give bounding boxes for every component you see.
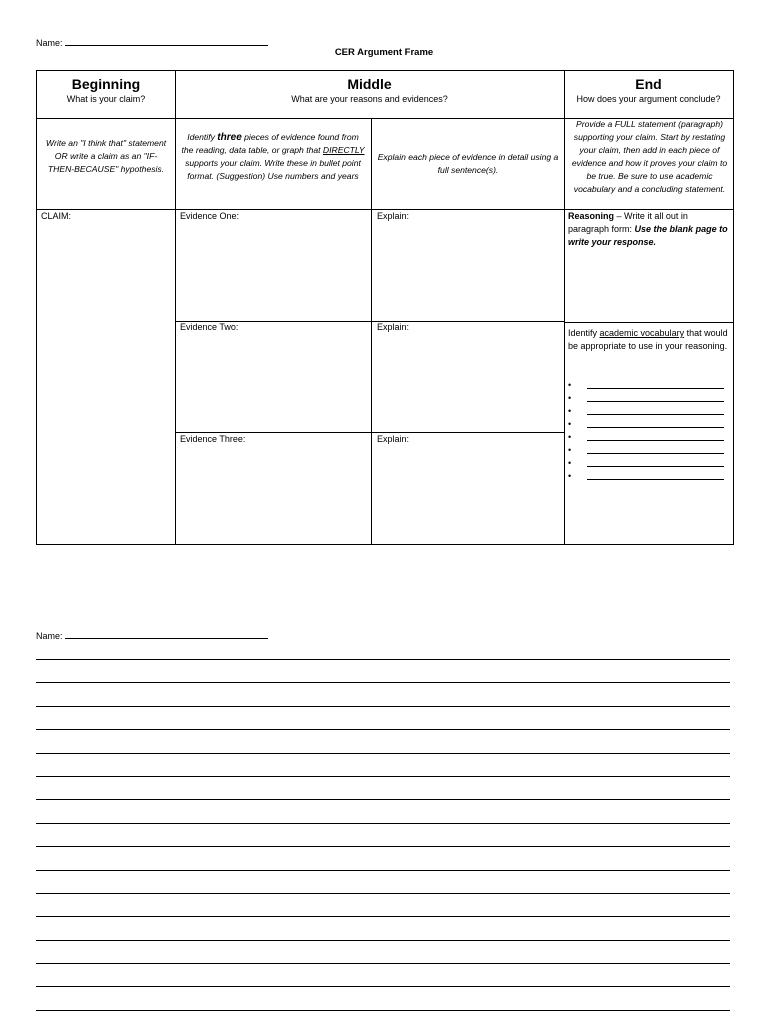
writing-line[interactable] xyxy=(36,894,730,917)
vocabulary-item[interactable] xyxy=(568,444,728,457)
writing-line[interactable] xyxy=(36,754,730,777)
blank-line[interactable] xyxy=(587,479,724,480)
blank-line[interactable] xyxy=(587,388,724,389)
vocabulary-text: Identify xyxy=(568,328,600,338)
blank-line[interactable] xyxy=(587,414,724,415)
vocabulary-item[interactable] xyxy=(568,418,728,431)
reasoning-instruction xyxy=(568,210,730,249)
middle-header xyxy=(175,76,564,104)
writing-line[interactable] xyxy=(36,730,730,753)
evidence-instruction-text: pieces of evidence found from the reading, data table, or graph that xyxy=(181,132,359,155)
beginning-title: Beginning xyxy=(71,76,141,92)
writing-line[interactable] xyxy=(36,707,730,730)
blank-line[interactable] xyxy=(587,427,724,428)
end-header xyxy=(564,76,733,104)
vocabulary-item[interactable] xyxy=(568,392,728,405)
cer-table xyxy=(36,70,734,545)
bullet-icon: • xyxy=(568,458,572,468)
name-field-page-two[interactable] xyxy=(36,630,268,641)
bullet-icon: • xyxy=(568,419,572,429)
end-title: End xyxy=(635,76,662,92)
writing-line[interactable] xyxy=(36,650,730,660)
middle-subtitle: What are your reasons and evidences? xyxy=(291,94,448,104)
bullet-icon: • xyxy=(568,406,572,416)
middle-title: Middle xyxy=(347,76,392,92)
response-writing-lines xyxy=(36,650,730,1011)
name-blank-line[interactable] xyxy=(65,630,268,639)
evidence-one-label: Evidence One: xyxy=(180,211,240,221)
writing-line[interactable] xyxy=(36,987,730,1010)
explain-three-label: Explain: xyxy=(377,434,410,444)
beginning-subtitle: What is your claim? xyxy=(66,94,146,104)
reasoning-emphasis: Use the blank page to write your response. xyxy=(568,224,728,247)
evidence-three-writing-area[interactable] xyxy=(176,445,370,543)
bullet-icon: • xyxy=(568,380,572,390)
bullet-icon: • xyxy=(568,445,572,455)
evidence-instruction-text: Identify xyxy=(187,132,218,142)
explain-instruction: Explain each piece of evidence in detail using a full sentence(s). xyxy=(377,152,559,175)
writing-line[interactable] xyxy=(36,917,730,940)
name-label: Name: xyxy=(36,631,63,641)
vocabulary-item[interactable] xyxy=(568,457,728,470)
vocabulary-instruction xyxy=(568,327,730,353)
evidence-one-writing-area[interactable] xyxy=(176,221,370,320)
writing-line[interactable] xyxy=(36,800,730,823)
writing-line[interactable] xyxy=(36,824,730,847)
bullet-icon: • xyxy=(568,471,572,481)
beginning-header xyxy=(37,76,175,104)
vocabulary-item[interactable] xyxy=(568,431,728,444)
row-divider xyxy=(175,432,564,433)
evidence-instruction xyxy=(181,131,365,183)
column-divider xyxy=(564,71,565,544)
vocabulary-underlined: academic vocabulary xyxy=(599,328,685,338)
blank-line[interactable] xyxy=(587,440,724,441)
claim-label: CLAIM: xyxy=(41,211,72,221)
vocabulary-list xyxy=(568,379,728,483)
evidence-instruction-bold: three xyxy=(217,132,242,143)
explain-one-writing-area[interactable] xyxy=(372,221,563,320)
blank-line[interactable] xyxy=(587,453,724,454)
evidence-instruction-underlined: DIRECTLY xyxy=(322,145,365,155)
bullet-icon: • xyxy=(568,432,572,442)
vocabulary-item[interactable] xyxy=(568,470,728,483)
explain-two-writing-area[interactable] xyxy=(372,333,563,431)
beginning-instruction: Write an "I think that" statement OR write a claim as an "IF-THEN-BECAUSE" hypothesis. xyxy=(45,138,167,174)
blank-line[interactable] xyxy=(587,401,724,402)
evidence-two-label: Evidence Two: xyxy=(180,322,239,332)
end-instruction: Provide a FULL statement (paragraph) supporting your claim. Start by restating your claim, then add in each piece of evidence and how it proves your claim to be true. Be sure to use academic vocabulary and a concluding statement. xyxy=(571,119,728,194)
bullet-icon: • xyxy=(568,393,572,403)
vocabulary-item[interactable] xyxy=(568,405,728,418)
evidence-two-writing-area[interactable] xyxy=(176,333,370,431)
writing-line[interactable] xyxy=(36,847,730,870)
writing-line[interactable] xyxy=(36,871,730,894)
reasoning-text: – Write it all out in paragraph form: xyxy=(568,211,688,234)
writing-line[interactable] xyxy=(36,660,730,683)
vocabulary-item[interactable] xyxy=(568,379,728,392)
writing-line[interactable] xyxy=(36,941,730,964)
claim-writing-area[interactable] xyxy=(38,221,173,543)
explain-one-label: Explain: xyxy=(377,211,410,221)
explain-three-writing-area[interactable] xyxy=(372,445,563,543)
name-blank-line[interactable] xyxy=(65,37,268,46)
row-divider xyxy=(564,322,733,323)
writing-line[interactable] xyxy=(36,777,730,800)
vocabulary-text: that would be appropriate to use in your reasoning. xyxy=(568,328,728,351)
evidence-instruction-text: supports your claim. Write these in bullet point format. (Suggestion) Use numbers and years xyxy=(185,158,361,181)
reasoning-label: Reasoning xyxy=(568,211,615,221)
writing-line[interactable] xyxy=(36,964,730,987)
explain-two-label: Explain: xyxy=(377,322,410,332)
writing-line[interactable] xyxy=(36,683,730,706)
evidence-three-label: Evidence Three: xyxy=(180,434,246,444)
document-title: CER Argument Frame xyxy=(334,47,434,58)
name-label: Name: xyxy=(36,38,63,48)
end-subtitle: How does your argument conclude? xyxy=(576,94,721,104)
blank-line[interactable] xyxy=(587,466,724,467)
